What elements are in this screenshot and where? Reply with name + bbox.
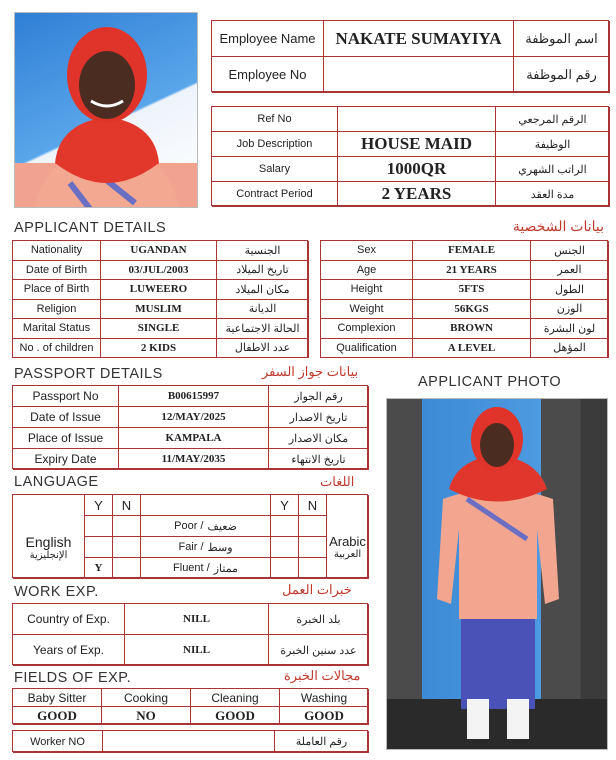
field-value: GOOD <box>13 707 102 725</box>
years-exp-label: Years of Exp. <box>13 635 125 666</box>
worker-no-label: Worker NO <box>13 731 103 753</box>
applicant-left-ar: الحالة الاجتماعية <box>217 319 309 339</box>
passport-value: KAMPALA <box>119 428 269 449</box>
years-exp-ar: عدد سنين الخبرة <box>269 635 369 666</box>
passport-value: 12/MAY/2025 <box>119 407 269 428</box>
field-label: Cooking <box>102 689 191 707</box>
applicant-right-value: 21 YEARS <box>413 261 531 281</box>
portrait-photo <box>14 12 198 208</box>
applicant-right-ar: العمر <box>531 261 609 281</box>
lang-blank <box>13 495 85 516</box>
fields-exp-title: FIELDS OF EXP. <box>14 670 132 686</box>
work-exp-table <box>12 603 368 665</box>
passport-value: 11/MAY/2035 <box>119 449 269 470</box>
arabic-fair-n <box>299 537 327 558</box>
english-n-header: N <box>113 495 141 516</box>
arabic-label-ar: العربية <box>333 549 362 560</box>
employee-no-value <box>324 57 514 93</box>
applicant-left-ar: تاريخ الميلاد <box>217 261 309 281</box>
applicant-left-value: SINGLE <box>101 319 217 339</box>
level-fair <box>141 537 271 558</box>
level-poor <box>141 516 271 537</box>
passport-label: Date of Issue <box>13 407 119 428</box>
applicant-left-ar: الديانة <box>217 300 309 320</box>
applicant-figure <box>387 399 608 750</box>
passport-label: Expiry Date <box>13 449 119 470</box>
employee-name-label: Employee Name <box>212 21 324 57</box>
applicant-left-table <box>12 240 308 358</box>
field-value: GOOD <box>280 707 369 725</box>
language-title: LANGUAGE <box>14 474 99 490</box>
applicant-left-ar: الجنسية <box>217 241 309 261</box>
level-fair-en: Fair / <box>178 541 204 553</box>
applicant-left-label: Place of Birth <box>13 280 101 300</box>
country-exp-value: NILL <box>125 604 269 635</box>
applicant-details-title: APPLICANT DETAILS <box>14 220 167 236</box>
passport-ar: تاريخ الانتهاء <box>269 449 369 470</box>
worker-no-table <box>12 730 368 752</box>
applicant-right-ar: المؤهل <box>531 339 609 359</box>
applicant-right-value: FEMALE <box>413 241 531 261</box>
job-value: HOUSE MAID <box>338 132 496 157</box>
field-label: Cleaning <box>191 689 280 707</box>
arabic-fair-y <box>271 537 299 558</box>
applicant-right-table <box>320 240 608 358</box>
passport-details-title-ar: بيانات جواز السفر <box>262 364 359 379</box>
english-y-header: Y <box>85 495 113 516</box>
english-fair-y <box>85 537 113 558</box>
applicant-left-label: No . of children <box>13 339 101 359</box>
passport-details-title: PASSPORT DETAILS <box>14 366 163 382</box>
applicant-left-value: 03/JUL/2003 <box>101 261 217 281</box>
country-exp-ar: بلد الخبرة <box>269 604 369 635</box>
language-table <box>12 494 368 578</box>
applicant-left-label: Marital Status <box>13 319 101 339</box>
field-value: GOOD <box>191 707 280 725</box>
passport-ar: مكان الاصدار <box>269 428 369 449</box>
ref-label: Ref No <box>212 107 338 132</box>
english-label-ar: الإنجليزية <box>29 549 68 561</box>
arabic-poor-n <box>299 516 327 537</box>
english-fair-n <box>113 537 141 558</box>
applicant-left-value: 2 KIDS <box>101 339 217 359</box>
applicant-right-ar: الوزن <box>531 300 609 320</box>
applicant-right-ar: لون البشرة <box>531 319 609 339</box>
arabic-fluent-n <box>299 558 327 579</box>
level-fluent <box>141 558 271 579</box>
arabic-y-header: Y <box>271 495 299 516</box>
fields-exp-title-ar: مجالات الخبرة <box>284 668 361 683</box>
level-fluent-ar: ممتاز <box>213 562 238 575</box>
job-label: Job Description <box>212 132 338 157</box>
applicant-right-label: Age <box>321 261 413 281</box>
ref-value <box>338 107 496 132</box>
worker-no-ar: رقم العاملة <box>275 731 369 753</box>
passport-label: Place of Issue <box>13 428 119 449</box>
passport-label: Passport No <box>13 386 119 407</box>
applicant-left-label: Nationality <box>13 241 101 261</box>
arabic-label-cell <box>327 516 369 579</box>
english-poor-y <box>85 516 113 537</box>
fields-exp-table <box>12 688 368 724</box>
applicant-left-ar: مكان الميلاد <box>217 280 309 300</box>
applicant-right-label: Complexion <box>321 319 413 339</box>
passport-value: B00615997 <box>119 386 269 407</box>
passport-ar: رقم الجواز <box>269 386 369 407</box>
passport-table <box>12 385 368 469</box>
ref-ar: الرقم المرجعي <box>496 107 610 132</box>
job-table <box>211 106 609 206</box>
contract-label: Contract Period <box>212 182 338 207</box>
level-fluent-en: Fluent / <box>173 562 210 574</box>
applicant-right-label: Weight <box>321 300 413 320</box>
level-header-blank <box>141 495 271 516</box>
applicant-right-label: Qualification <box>321 339 413 359</box>
applicant-right-value: 5FTS <box>413 280 531 300</box>
applicant-right-ar: الجنس <box>531 241 609 261</box>
applicant-right-label: Sex <box>321 241 413 261</box>
english-fluent-y: Y <box>85 558 113 579</box>
employee-name-ar: اسم الموظفة <box>514 21 610 57</box>
applicant-left-ar: عدد الاطفال <box>217 339 309 359</box>
country-exp-label: Country of Exp. <box>13 604 125 635</box>
passport-ar: تاريخ الاصدار <box>269 407 369 428</box>
salary-ar: الراتب الشهري <box>496 157 610 182</box>
english-label: English <box>25 533 72 550</box>
applicant-left-value: MUSLIM <box>101 300 217 320</box>
applicant-left-label: Date of Birth <box>13 261 101 281</box>
language-title-ar: اللغات <box>320 474 355 489</box>
applicant-photo-title: APPLICANT PHOTO <box>418 374 562 390</box>
field-label: Baby Sitter <box>13 689 102 707</box>
contract-value: 2 YEARS <box>338 182 496 207</box>
applicant-right-label: Height <box>321 280 413 300</box>
english-fluent-n <box>113 558 141 579</box>
employee-name-value: NAKATE SUMAYIYA <box>324 21 514 57</box>
years-exp-value: NILL <box>125 635 269 666</box>
lang-blank-2 <box>327 495 369 516</box>
salary-value: 1000QR <box>338 157 496 182</box>
employee-no-ar: رقم الموظفة <box>514 57 610 93</box>
applicant-left-label: Religion <box>13 300 101 320</box>
applicant-right-ar: الطول <box>531 280 609 300</box>
job-ar: الوظيفة <box>496 132 610 157</box>
applicant-details-title-ar: بيانات الشخصية <box>512 218 604 234</box>
english-poor-n <box>113 516 141 537</box>
applicant-left-value: UGANDAN <box>101 241 217 261</box>
field-label: Washing <box>280 689 369 707</box>
work-exp-title-ar: خبرات العمل <box>282 582 352 597</box>
arabic-label: Arabic <box>329 534 366 549</box>
level-poor-ar: ضعيف <box>207 520 237 533</box>
applicant-left-value: LUWEERO <box>101 280 217 300</box>
work-exp-title: WORK EXP. <box>14 584 99 600</box>
arabic-n-header: N <box>299 495 327 516</box>
level-fair-ar: وسط <box>207 541 233 554</box>
applicant-right-value: A LEVEL <box>413 339 531 359</box>
contract-ar: مدة العقد <box>496 182 610 207</box>
employee-header-table <box>211 20 609 92</box>
arabic-fluent-y <box>271 558 299 579</box>
field-value: NO <box>102 707 191 725</box>
applicant-right-value: 56KGS <box>413 300 531 320</box>
arabic-poor-y <box>271 516 299 537</box>
worker-no-value <box>103 731 275 753</box>
english-label-cell <box>13 516 85 579</box>
level-poor-en: Poor / <box>174 520 204 532</box>
person-illustration <box>15 13 198 208</box>
employee-no-label: Employee No <box>212 57 324 93</box>
salary-label: Salary <box>212 157 338 182</box>
applicant-right-value: BROWN <box>413 319 531 339</box>
applicant-full-photo <box>386 398 608 750</box>
